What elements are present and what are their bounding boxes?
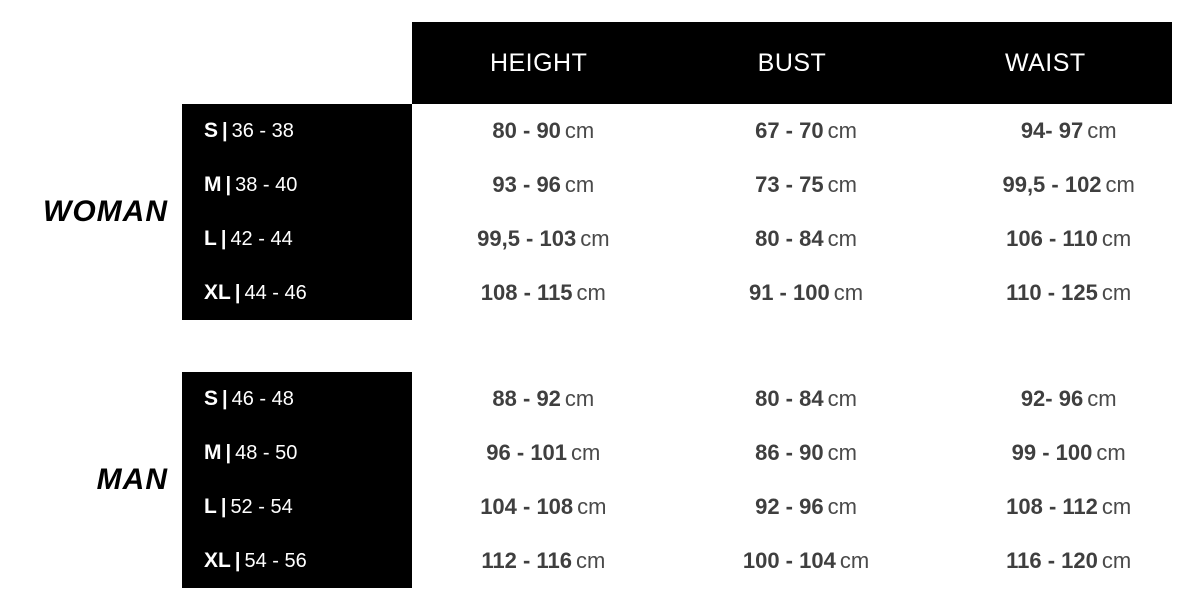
- waist-value: 108 - 112: [1006, 494, 1098, 519]
- waist-cell: [937, 172, 1200, 198]
- size-cell: [182, 173, 412, 197]
- bust-value: 67 - 70: [755, 118, 824, 143]
- size-letter: S: [204, 119, 219, 142]
- table-row: [182, 480, 1200, 534]
- bust-value: 100 - 104: [742, 548, 836, 573]
- height-cell: [412, 280, 675, 306]
- size-eu: 52 - 54: [230, 496, 293, 518]
- waist-unit: cm: [1105, 172, 1135, 197]
- table-row: [182, 104, 1200, 158]
- table-row: [182, 372, 1200, 426]
- size-cell: [182, 119, 412, 143]
- size-letter: L: [204, 495, 217, 518]
- bust-cell: [675, 494, 938, 520]
- size-letter: L: [204, 227, 217, 250]
- bust-value: 92 - 96: [755, 494, 824, 519]
- waist-value: 94- 97: [1020, 118, 1084, 143]
- height-unit: cm: [564, 386, 595, 411]
- waist-cell: [937, 386, 1200, 412]
- height-unit: cm: [577, 494, 607, 519]
- height-unit: cm: [564, 172, 595, 197]
- size-separator: |: [234, 282, 241, 304]
- section-woman: [0, 104, 1200, 320]
- height-cell: [412, 494, 675, 520]
- height-value: 96 - 101: [486, 440, 568, 465]
- height-cell: [412, 386, 675, 412]
- size-separator: |: [220, 496, 227, 518]
- column-header-height: HEIGHT: [489, 48, 588, 77]
- bust-unit: cm: [827, 172, 857, 197]
- section-label-woman: WOMAN: [43, 195, 168, 228]
- waist-cell: [937, 548, 1200, 574]
- size-cell: [182, 387, 412, 411]
- size-letter: M: [204, 441, 222, 464]
- size-letter: S: [204, 387, 219, 410]
- section-man: [0, 372, 1200, 588]
- size-cell: [182, 549, 412, 573]
- size-eu: 42 - 44: [230, 228, 293, 250]
- size-separator: |: [234, 550, 241, 572]
- height-cell: [412, 440, 675, 466]
- waist-unit: cm: [1101, 280, 1132, 305]
- bust-unit: cm: [827, 226, 857, 251]
- header-row: [412, 22, 1172, 104]
- size-separator: |: [220, 228, 227, 250]
- table-row: [182, 426, 1200, 480]
- bust-value: 80 - 84: [755, 226, 824, 251]
- bust-value: 73 - 75: [755, 172, 824, 197]
- waist-value: 116 - 120: [1006, 548, 1098, 573]
- size-eu: 44 - 46: [244, 282, 307, 304]
- size-cell: [182, 227, 412, 251]
- table-row: [182, 212, 1200, 266]
- bust-cell: [675, 386, 938, 412]
- waist-cell: [937, 494, 1200, 520]
- bust-value: 91 - 100: [748, 280, 830, 305]
- height-value: 104 - 108: [480, 494, 574, 519]
- waist-unit: cm: [1096, 440, 1126, 465]
- waist-cell: [937, 118, 1200, 144]
- waist-cell: [937, 440, 1200, 466]
- bust-cell: [675, 226, 938, 252]
- size-cell: [182, 495, 412, 519]
- size-separator: |: [222, 388, 228, 410]
- table-row: [182, 158, 1200, 212]
- size-eu: 36 - 38: [231, 120, 294, 142]
- waist-cell: [937, 226, 1200, 252]
- height-value: 108 - 115: [480, 280, 573, 305]
- waist-value: 99 - 100: [1011, 440, 1093, 465]
- size-eu: 48 - 50: [235, 442, 298, 464]
- size-eu: 38 - 40: [235, 174, 298, 196]
- waist-cell: [937, 280, 1200, 306]
- waist-value: 92- 96: [1020, 386, 1084, 411]
- table-row: [182, 534, 1200, 588]
- height-unit: cm: [580, 226, 610, 251]
- bust-value: 86 - 90: [755, 440, 824, 465]
- waist-value: 99,5 - 102: [1002, 172, 1102, 197]
- height-value: 93 - 96: [492, 172, 561, 197]
- height-value: 112 - 116: [481, 548, 572, 573]
- column-header-waist: WAIST: [1004, 48, 1086, 77]
- bust-cell: [675, 440, 938, 466]
- waist-unit: cm: [1101, 548, 1132, 573]
- size-letter: M: [204, 173, 222, 196]
- bust-cell: [675, 280, 938, 306]
- bust-value: 80 - 84: [755, 386, 824, 411]
- column-header-bust: BUST: [757, 48, 827, 77]
- bust-unit: cm: [839, 548, 870, 573]
- waist-unit: cm: [1101, 226, 1132, 251]
- height-unit: cm: [576, 280, 606, 305]
- waist-value: 110 - 125: [1006, 280, 1098, 305]
- table-row: [182, 266, 1200, 320]
- size-eu: 46 - 48: [231, 388, 294, 410]
- bust-cell: [675, 172, 938, 198]
- bust-unit: cm: [827, 118, 857, 143]
- rows-woman: [182, 104, 1200, 320]
- section-label-man: MAN: [96, 463, 168, 496]
- height-cell: [412, 548, 675, 574]
- waist-value: 106 - 110: [1006, 226, 1098, 251]
- height-cell: [412, 118, 675, 144]
- bust-unit: cm: [827, 386, 857, 411]
- bust-unit: cm: [827, 440, 857, 465]
- size-letter: XL: [204, 549, 231, 572]
- size-letter: XL: [204, 281, 231, 304]
- height-unit: cm: [564, 118, 595, 143]
- rows-man: [182, 372, 1200, 588]
- height-value: 99,5 - 103: [477, 226, 577, 251]
- height-unit: cm: [575, 548, 606, 573]
- size-eu: 54 - 56: [244, 550, 307, 572]
- height-cell: [412, 226, 675, 252]
- bust-cell: [675, 548, 938, 574]
- size-cell: [182, 441, 412, 465]
- height-cell: [412, 172, 675, 198]
- size-separator: |: [225, 442, 232, 464]
- size-separator: |: [225, 174, 232, 196]
- bust-unit: cm: [827, 494, 857, 519]
- size-separator: |: [222, 120, 228, 142]
- height-value: 88 - 92: [492, 386, 561, 411]
- waist-unit: cm: [1087, 386, 1117, 411]
- bust-unit: cm: [833, 280, 864, 305]
- bust-cell: [675, 118, 938, 144]
- size-cell: [182, 281, 412, 305]
- waist-unit: cm: [1101, 494, 1132, 519]
- waist-unit: cm: [1087, 118, 1117, 143]
- height-unit: cm: [571, 440, 601, 465]
- height-value: 80 - 90: [492, 118, 561, 143]
